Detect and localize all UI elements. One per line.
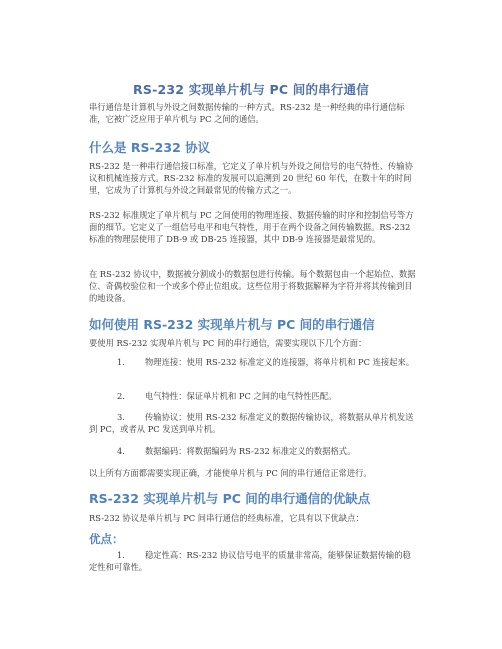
list-item xyxy=(89,549,419,573)
list-item-text: 电气特性：保证单片机和 PC 之间的电气特性匹配。 xyxy=(145,391,337,401)
section-heading-how-to-use: 如何使用 RS-232 实现单片机与 PC 间的串行通信 xyxy=(89,317,375,332)
list-item-number: 2. xyxy=(117,391,125,401)
list-item-number: 1. xyxy=(117,550,125,560)
section-heading-what-is-rs232: 什么是 RS-232 协议 xyxy=(89,140,211,155)
list-item-text: 传输协议：使用 RS-232 标准定义的数据传输协议，将数据从单片机发送到 PC，或者从 PC 发送到单片机。 xyxy=(89,412,414,434)
section1-paragraph-2: RS-232 标准规定了单片机与 PC 之间使用的物理连接、数据传输的时序和控制信号等方面的细节。它定义了一组信号电平和电气特性，用于在两个设备之间传输数据。RS-232 标准的物理层使用了 DB-9 或 DB-25 连接器，其中 DB-9 连接器是最常见的。 xyxy=(89,210,414,244)
list-item-number: 4. xyxy=(117,446,125,456)
section-heading-pros-cons: RS-232 实现单片机与 PC 间的串行通信的优缺点 xyxy=(89,491,371,506)
section1-paragraph-1: RS-232 是一种串行通信接口标准，它定义了单片机与外设之间信号的电气特性、传输协议和机械连接方式。RS-232 标准的发展可以追溯到 20 世纪 60 年代，在数十年的时间里，它成为了计算机与外设之间最常见的传输方式之一。 xyxy=(89,161,413,195)
list-item xyxy=(89,390,419,402)
list-item xyxy=(89,445,419,457)
list-item-number: 1. xyxy=(117,357,125,367)
section3-lead: RS-232 协议是单片机与 PC 间串行通信的经典标准，它具有以下优缺点： xyxy=(89,513,364,523)
intro-paragraph: 串行通信是计算机与外设之间数据传输的一种方式。RS-232 是一种经典的串行通信标准，它被广泛应用于单片机与 PC 之间的通信。 xyxy=(89,102,405,124)
pros-heading: 优点： xyxy=(89,532,124,546)
list-item-text: 物理连接：使用 RS-232 标准定义的连接器，将单片机和 PC 连接起来。 xyxy=(145,357,415,367)
list-item-number: 3. xyxy=(117,412,125,422)
section2-outro: 以上所有方面都需要实现正确，才能使单片机与 PC 间的串行通信正常进行。 xyxy=(89,468,372,478)
list-item xyxy=(89,411,419,435)
list-item-text: 数据编码：将数据编码为 RS-232 标准定义的数据格式。 xyxy=(145,446,356,456)
section1-paragraph-3: 在 RS-232 协议中，数据被分割成小的数据包进行传输。每个数据包由一个起始位、数据位、奇偶校验位和一个或多个停止位组成。这些位用于将数据解释为字符并将其传输到目的地设备。 xyxy=(89,269,416,303)
list-item-text: 稳定性高：RS-232 协议信号电平的质量非常高，能够保证数据传输的稳定性和可靠性。 xyxy=(89,550,411,572)
document-title: RS-232 实现单片机与 PC 间的串行通信 xyxy=(133,82,369,97)
list-item xyxy=(89,356,419,368)
section2-lead: 要使用 RS-232 实现单片机与 PC 间的串行通信，需要实现以下几个方面： xyxy=(89,338,367,348)
